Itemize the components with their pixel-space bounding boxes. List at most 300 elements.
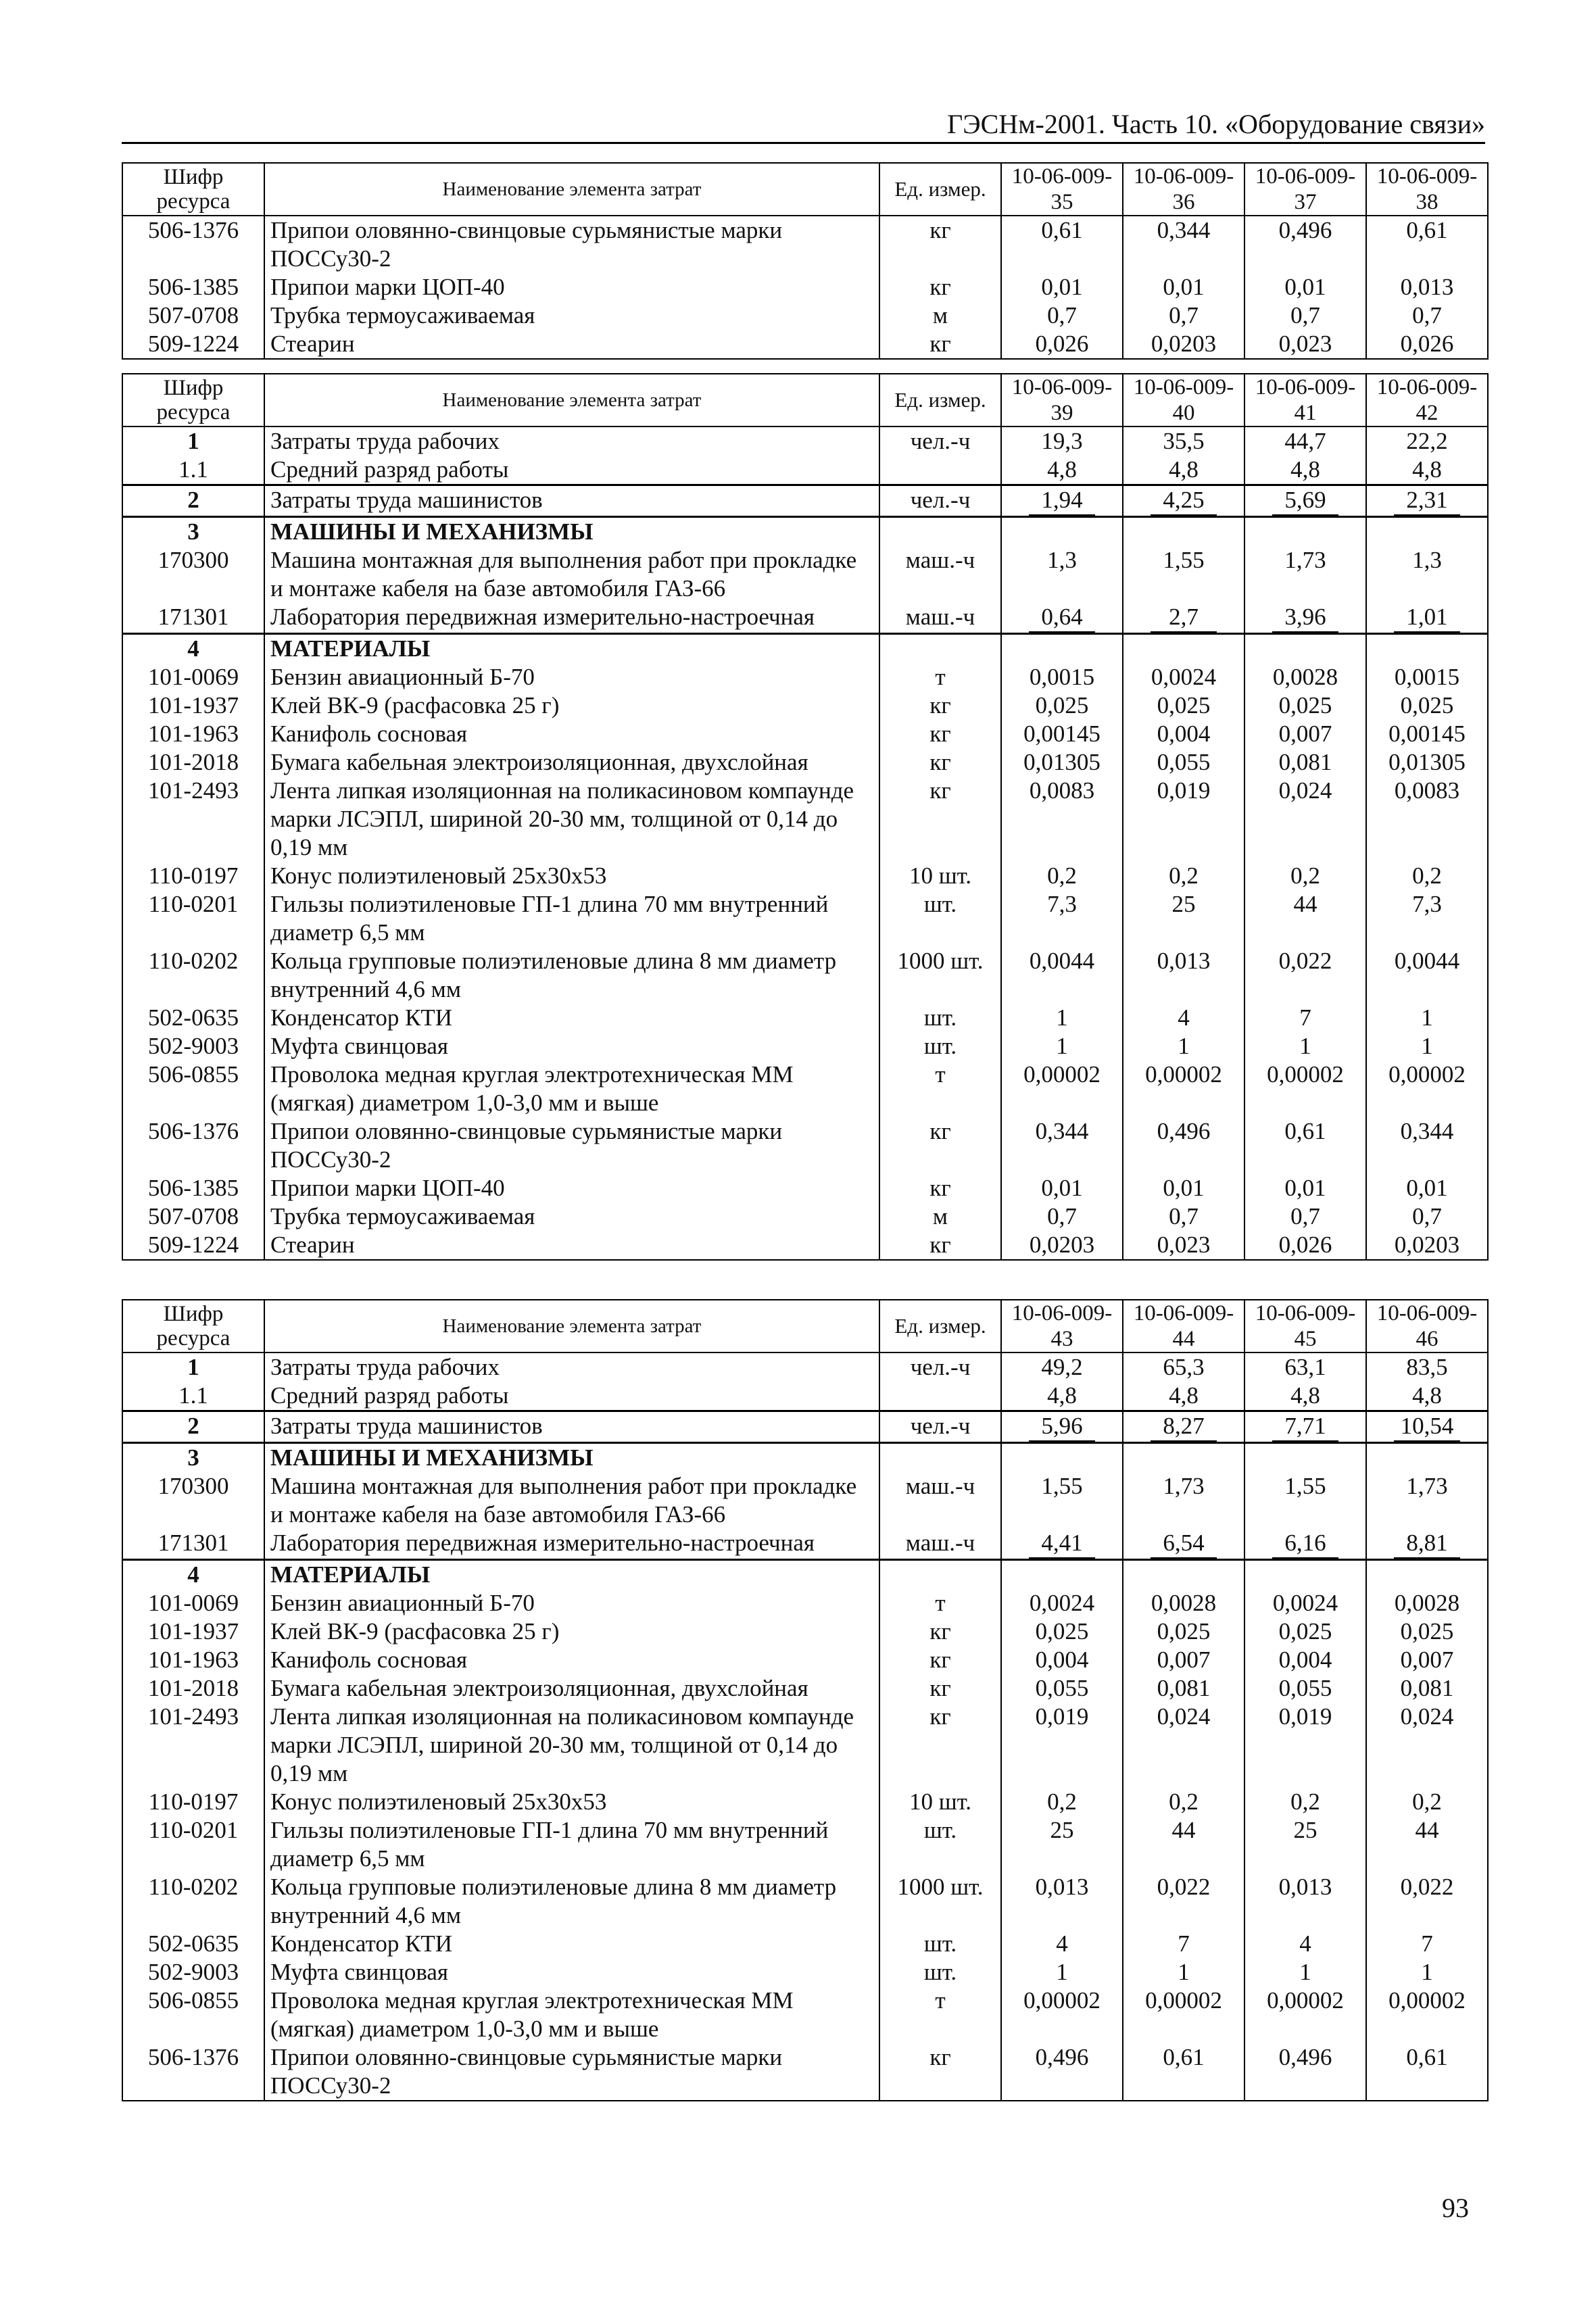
norm-value: 4,8 [1047, 1382, 1077, 1409]
norm-value-cell [1123, 603, 1244, 634]
norm-value: 0,022 [1278, 948, 1332, 974]
resource-name: Проволока медная круглая электротехническая ММ (мягкая) диаметром 1,0-3,0 мм и выше [264, 1061, 879, 1117]
norm-value-cell [1123, 1529, 1244, 1560]
resource-name: МАТЕРИАЛЫ [264, 1560, 879, 1590]
resource-code: 1 [122, 1353, 264, 1382]
unit-of-measure: шт. [879, 1930, 1001, 1958]
norm-value-cell [1123, 456, 1244, 485]
resource-code: 1 [122, 427, 264, 456]
norm-value-cell [1001, 273, 1123, 301]
norm-value: 25 [1171, 891, 1196, 917]
norm-value-cell [1366, 890, 1488, 947]
table-row [122, 546, 1488, 603]
resource-code: 1.1 [122, 1382, 264, 1411]
norm-value: 1,55 [1284, 1473, 1326, 1499]
column-header-norm: 10-06-009-37 [1244, 163, 1366, 216]
norm-value: 0,0024 [1272, 1590, 1338, 1616]
table-header-row [122, 163, 1488, 216]
norm-value-cell [1244, 1382, 1366, 1411]
norm-value-cell [1001, 1646, 1123, 1674]
norm-value: 0,2 [1047, 862, 1077, 889]
norm-value: 4,8 [1412, 1382, 1442, 1409]
norm-value-cell [1123, 1202, 1244, 1231]
norm-value-cell [1244, 216, 1366, 273]
norm-value-cell [1001, 1816, 1123, 1873]
norm-value-cell [1001, 1472, 1123, 1529]
norm-value: 0,00145 [1388, 721, 1466, 747]
table-row [122, 603, 1488, 634]
norm-value: 0,344 [1400, 1118, 1454, 1144]
table-row [122, 634, 1488, 664]
norm-value: 0,00002 [1023, 1987, 1101, 2014]
norm-value: 65,3 [1163, 1354, 1205, 1380]
resource-name: Канифоль сосновая [264, 720, 879, 748]
norm-value: 0,2 [1412, 1788, 1442, 1815]
norm-value-cell [1001, 691, 1123, 720]
norm-value-cell [1244, 1117, 1366, 1174]
table-row [122, 1382, 1488, 1411]
norm-value: 0,025 [1400, 692, 1454, 718]
resource-name: Гильзы полиэтиленовые ГП-1 длина 70 мм внутренний диаметр 6,5 мм [264, 890, 879, 947]
norm-value: 0,013 [1157, 948, 1211, 974]
norm-value-cell [1366, 1617, 1488, 1646]
norm-value-cell [1123, 1231, 1244, 1260]
resource-name: МАШИНЫ И МЕХАНИЗМЫ [264, 1443, 879, 1473]
unit-of-measure: кг [879, 748, 1001, 777]
resource-name: Припои марки ЦОП-40 [264, 1174, 879, 1202]
column-header-norm: 10-06-009-41 [1244, 374, 1366, 427]
norm-value-cell [1366, 1472, 1488, 1529]
norm-value-cell [1001, 546, 1123, 603]
norm-value-cell [1366, 634, 1488, 664]
norm-value: 0,0028 [1272, 664, 1338, 690]
norm-value-cell [1366, 1382, 1488, 1411]
norm-value: 0,7 [1412, 1203, 1442, 1229]
resource-code: 506-1385 [122, 273, 264, 301]
resource-name: Муфта свинцовая [264, 1958, 879, 1987]
column-header-norm: 10-06-009-40 [1123, 374, 1244, 427]
column-header-norm: 10-06-009-43 [1001, 1300, 1123, 1353]
norm-value: 4,8 [1169, 1382, 1199, 1409]
resource-code: 507-0708 [122, 301, 264, 330]
resource-code: 101-1937 [122, 691, 264, 720]
resource-name: Муфта свинцовая [264, 1032, 879, 1061]
norm-value-cell [1001, 1589, 1123, 1617]
unit-of-measure: кг [879, 330, 1001, 359]
norm-value: 4,8 [1412, 456, 1442, 483]
norm-value-cell [1366, 663, 1488, 691]
column-header-norm: 10-06-009-36 [1123, 163, 1244, 216]
resource-code: 4 [122, 634, 264, 664]
resource-code: 502-0635 [122, 1004, 264, 1032]
norm-value: 0,01 [1163, 1175, 1205, 1201]
norm-value: 1 [1421, 1004, 1433, 1031]
table-row [122, 1958, 1488, 1987]
norm-value: 44 [1415, 1817, 1439, 1843]
norm-value-cell [1123, 1674, 1244, 1703]
table-row [122, 1004, 1488, 1032]
table-row [122, 330, 1488, 359]
norm-value: 0,026 [1278, 1232, 1332, 1258]
norm-value: 4 [1056, 1930, 1068, 1957]
unit-of-measure: кг [879, 691, 1001, 720]
resource-name: Конденсатор КТИ [264, 1930, 879, 1958]
unit-of-measure [879, 517, 1001, 547]
norm-value-cell [1001, 1174, 1123, 1202]
norm-value-cell [1244, 273, 1366, 301]
table-row [122, 2043, 1488, 2101]
resource-name: Лаборатория передвижная измерительно-настроечная [264, 603, 879, 634]
norm-value-cell [1366, 301, 1488, 330]
resource-code: 502-0635 [122, 1930, 264, 1958]
resource-code: 1.1 [122, 456, 264, 485]
norm-value-cell [1244, 1231, 1366, 1260]
resource-name: МАШИНЫ И МЕХАНИЗМЫ [264, 517, 879, 547]
unit-of-measure: кг [879, 273, 1001, 301]
column-header-name: Наименование элемента затрат [264, 1300, 879, 1353]
norm-value-cell [1244, 1703, 1366, 1788]
norm-value: 0,013 [1400, 274, 1454, 300]
norm-value-cell [1244, 1004, 1366, 1032]
table-row [122, 1788, 1488, 1816]
unit-of-measure: кг [879, 216, 1001, 273]
table-row [122, 947, 1488, 1004]
resource-name: Конденсатор КТИ [264, 1004, 879, 1032]
norm-value: 7,71 [1272, 1412, 1338, 1442]
norm-value-cell [1001, 1930, 1123, 1958]
norm-value: 25 [1293, 1817, 1317, 1843]
norm-value: 0,61 [1163, 2044, 1205, 2070]
resource-code: 171301 [122, 1529, 264, 1560]
column-header-unit: Ед. измер. [879, 374, 1001, 427]
norm-value: 1,73 [1406, 1473, 1448, 1499]
norm-value-cell [1244, 748, 1366, 777]
resource-name: Средний разряд работы [264, 1382, 879, 1411]
norm-value-cell [1001, 1061, 1123, 1117]
norm-value: 7 [1421, 1930, 1433, 1957]
norm-value: 0,004 [1035, 1647, 1089, 1673]
norm-value-cell [1123, 1703, 1244, 1788]
unit-of-measure: 10 шт. [879, 1788, 1001, 1816]
norm-value-cell [1001, 720, 1123, 748]
table-row [122, 1472, 1488, 1529]
resource-code: 2 [122, 485, 264, 517]
norm-value-cell [1001, 1703, 1123, 1788]
resource-code: 101-2018 [122, 748, 264, 777]
column-header-norm: 10-06-009-45 [1244, 1300, 1366, 1353]
norm-value-cell [1244, 1529, 1366, 1560]
norm-value-cell [1244, 691, 1366, 720]
resource-code: 110-0202 [122, 1873, 264, 1930]
unit-of-measure [879, 1443, 1001, 1473]
resource-code: 509-1224 [122, 330, 264, 359]
column-header-unit: Ед. измер. [879, 1300, 1001, 1353]
norm-value-cell [1366, 1589, 1488, 1617]
norm-value-cell [1123, 748, 1244, 777]
norm-value-cell [1366, 485, 1488, 517]
norm-value-cell [1366, 330, 1488, 359]
norm-value-cell [1123, 546, 1244, 603]
resource-code: 110-0197 [122, 862, 264, 890]
norm-value-cell [1366, 1703, 1488, 1788]
norm-value: 0,01 [1406, 1175, 1448, 1201]
norm-value-cell [1123, 427, 1244, 456]
norm-value-cell [1366, 1004, 1488, 1032]
norm-value-cell [1244, 603, 1366, 634]
norm-value-cell [1366, 1061, 1488, 1117]
table-row [122, 427, 1488, 456]
unit-of-measure: маш.-ч [879, 546, 1001, 603]
table-row [122, 456, 1488, 485]
norm-value: 0,0024 [1151, 664, 1217, 690]
resource-name: Припои оловянно-свинцовые сурьмянистые марки ПОССу30-2 [264, 216, 879, 273]
norm-value-cell [1366, 1032, 1488, 1061]
norm-value: 0,004 [1278, 1647, 1332, 1673]
norm-value-cell [1244, 1674, 1366, 1703]
norm-value: 0,496 [1035, 2044, 1089, 2070]
resource-code: 502-9003 [122, 1958, 264, 1987]
norm-value-cell [1366, 1231, 1488, 1260]
table-row [122, 1353, 1488, 1382]
resource-name: Машина монтажная для выполнения работ при прокладке и монтаже кабеля на базе автомобиля ГАЗ-66 [264, 1472, 879, 1529]
table-header-row [122, 374, 1488, 427]
norm-value: 3,96 [1272, 603, 1338, 633]
norm-value: 0,00145 [1023, 721, 1101, 747]
norm-value: 0,2 [1290, 862, 1320, 889]
norm-value: 0,007 [1157, 1647, 1211, 1673]
unit-of-measure: шт. [879, 890, 1001, 947]
norm-value-cell [1123, 1004, 1244, 1032]
norm-value: 2,7 [1151, 603, 1216, 633]
resource-code: 110-0201 [122, 1816, 264, 1873]
norm-value: 4 [1299, 1930, 1311, 1957]
norm-value: 0,344 [1035, 1118, 1089, 1144]
norm-value: 0,022 [1400, 1874, 1454, 1900]
resource-name: Конус полиэтиленовый 25х30х53 [264, 862, 879, 890]
norm-value: 19,3 [1041, 428, 1083, 454]
resource-code: 502-9003 [122, 1032, 264, 1061]
norm-value: 1,55 [1041, 1473, 1083, 1499]
norm-value-cell [1366, 1987, 1488, 2043]
norm-value: 0,007 [1278, 721, 1332, 747]
unit-of-measure: кг [879, 1646, 1001, 1674]
norm-value-cell [1366, 1353, 1488, 1382]
table-row [122, 1589, 1488, 1617]
norm-value-cell [1123, 1873, 1244, 1930]
unit-of-measure: маш.-ч [879, 1472, 1001, 1529]
column-header-name: Наименование элемента затрат [264, 163, 879, 216]
norm-value-cell [1366, 1411, 1488, 1443]
resource-table-3 [122, 1299, 1489, 2101]
norm-value: 83,5 [1406, 1354, 1448, 1380]
norm-value-cell [1123, 216, 1244, 273]
norm-value-cell [1366, 1674, 1488, 1703]
norm-value-cell [1366, 603, 1488, 634]
unit-of-measure [879, 1560, 1001, 1590]
unit-of-measure: маш.-ч [879, 603, 1001, 634]
norm-value: 0,0203 [1029, 1232, 1095, 1258]
norm-value: 2,31 [1394, 486, 1459, 516]
resource-code: 170300 [122, 546, 264, 603]
norm-value-cell [1366, 947, 1488, 1004]
norm-value-cell [1001, 1382, 1123, 1411]
norm-value: 10,54 [1394, 1412, 1459, 1442]
resource-code: 110-0202 [122, 947, 264, 1004]
norm-value: 0,64 [1029, 603, 1094, 633]
norm-value-cell [1244, 1987, 1366, 2043]
norm-value: 0,025 [1035, 692, 1089, 718]
norm-value-cell [1244, 663, 1366, 691]
unit-of-measure: шт. [879, 1004, 1001, 1032]
norm-value: 0,025 [1157, 1618, 1211, 1644]
norm-value-cell [1001, 216, 1123, 273]
resource-code: 3 [122, 517, 264, 547]
norm-value: 4 [1178, 1004, 1190, 1031]
norm-value-cell [1244, 2043, 1366, 2101]
norm-value: 1 [1299, 1033, 1311, 1059]
norm-value: 0,00002 [1145, 1061, 1222, 1088]
norm-value-cell [1244, 456, 1366, 485]
norm-value-cell [1244, 1174, 1366, 1202]
resource-code: 170300 [122, 1472, 264, 1529]
norm-value: 0,081 [1157, 1675, 1211, 1701]
norm-value-cell [1123, 1788, 1244, 1816]
norm-value-cell [1123, 485, 1244, 517]
norm-value-cell [1366, 1958, 1488, 1987]
table-row [122, 777, 1488, 862]
norm-value: 0,0083 [1394, 777, 1460, 804]
norm-value-cell [1366, 748, 1488, 777]
norm-value: 1,73 [1284, 547, 1326, 573]
norm-value-cell [1244, 427, 1366, 456]
norm-value: 0,024 [1278, 777, 1332, 804]
norm-value: 1,01 [1394, 603, 1459, 633]
norm-value: 0,019 [1278, 1703, 1332, 1730]
norm-value-cell [1244, 1411, 1366, 1443]
resource-name: Гильзы полиэтиленовые ГП-1 длина 70 мм внутренний диаметр 6,5 мм [264, 1816, 879, 1873]
table-row [122, 1117, 1488, 1174]
norm-value-cell [1366, 720, 1488, 748]
norm-value: 1,94 [1029, 486, 1094, 516]
norm-value-cell [1001, 947, 1123, 1004]
norm-value-cell [1123, 1987, 1244, 2043]
unit-of-measure: кг [879, 2043, 1001, 2101]
norm-value-cell [1244, 485, 1366, 517]
column-header-norm: 10-06-009-44 [1123, 1300, 1244, 1353]
norm-value-cell [1123, 1382, 1244, 1411]
norm-value-cell [1244, 720, 1366, 748]
norm-value: 0,01305 [1388, 749, 1466, 775]
unit-of-measure: чел.-ч [879, 1411, 1001, 1443]
norm-value-cell [1244, 634, 1366, 664]
resource-name: Конус полиэтиленовый 25х30х53 [264, 1788, 879, 1816]
norm-value: 0,00002 [1267, 1987, 1344, 2014]
norm-value-cell [1244, 1958, 1366, 1987]
norm-value: 0,00002 [1023, 1061, 1101, 1088]
norm-value: 0,019 [1035, 1703, 1089, 1730]
table-row [122, 301, 1488, 330]
norm-value: 0,0203 [1151, 331, 1217, 357]
norm-value-cell [1001, 634, 1123, 664]
resource-name: Припои оловянно-свинцовые сурьмянистые марки ПОССу30-2 [264, 2043, 879, 2101]
norm-value: 1,3 [1412, 547, 1442, 573]
norm-value-cell [1001, 1004, 1123, 1032]
norm-value: 7 [1178, 1930, 1190, 1957]
norm-value-cell [1123, 1061, 1244, 1117]
norm-value: 0,2 [1169, 1788, 1199, 1815]
norm-value: 44 [1171, 1817, 1196, 1843]
norm-value-cell [1244, 1930, 1366, 1958]
unit-of-measure: 1000 шт. [879, 1873, 1001, 1930]
norm-value: 8,81 [1394, 1529, 1459, 1559]
norm-value: 7,3 [1047, 891, 1077, 917]
norm-value-cell [1123, 330, 1244, 359]
resource-name: Трубка термоусаживаемая [264, 1202, 879, 1231]
norm-value: 0,7 [1412, 302, 1442, 328]
norm-value: 1 [1056, 1959, 1068, 1985]
norm-value-cell [1244, 1472, 1366, 1529]
norm-value-cell [1001, 1958, 1123, 1987]
resource-name: Стеарин [264, 330, 879, 359]
resource-name: Канифоль сосновая [264, 1646, 879, 1674]
norm-value-cell [1123, 947, 1244, 1004]
page-number: 93 [1442, 2193, 1469, 2223]
unit-of-measure: кг [879, 1703, 1001, 1788]
table-row [122, 1560, 1488, 1590]
norm-value-cell [1123, 1174, 1244, 1202]
table-row [122, 1930, 1488, 1958]
unit-of-measure: 10 шт. [879, 862, 1001, 890]
norm-value-cell [1123, 1617, 1244, 1646]
norm-value-cell [1123, 1560, 1244, 1590]
norm-value: 0,026 [1400, 331, 1454, 357]
norm-value: 0,004 [1157, 721, 1211, 747]
table-row [122, 1061, 1488, 1117]
norm-value: 0,055 [1278, 1675, 1332, 1701]
norm-value-cell [1123, 1353, 1244, 1382]
norm-value: 4,8 [1047, 456, 1077, 483]
unit-of-measure: т [879, 1987, 1001, 2043]
norm-value: 6,54 [1151, 1529, 1216, 1559]
norm-value: 0,022 [1157, 1874, 1211, 1900]
norm-value: 4,25 [1151, 486, 1216, 516]
norm-value-cell [1001, 1032, 1123, 1061]
norm-value: 0,01 [1284, 274, 1326, 300]
norm-value-cell [1244, 1202, 1366, 1231]
norm-value: 0,081 [1400, 1675, 1454, 1701]
norm-value: 0,496 [1278, 217, 1332, 243]
norm-value: 22,2 [1406, 428, 1448, 454]
norm-value-cell [1001, 1231, 1123, 1260]
norm-value: 0,01 [1163, 274, 1205, 300]
resource-name: Бумага кабельная электроизоляционная, двухслойная [264, 748, 879, 777]
norm-value-cell [1366, 456, 1488, 485]
norm-value: 0,0015 [1029, 664, 1095, 690]
norm-value: 0,496 [1157, 1118, 1211, 1144]
table-row [122, 1529, 1488, 1560]
norm-value-cell [1366, 2043, 1488, 2101]
table-row [122, 1617, 1488, 1646]
resource-code: 506-0855 [122, 1061, 264, 1117]
norm-value: 0,025 [1278, 692, 1332, 718]
unit-of-measure: м [879, 301, 1001, 330]
norm-value-cell [1366, 862, 1488, 890]
norm-value-cell [1366, 1788, 1488, 1816]
norm-value: 0,00002 [1267, 1061, 1344, 1088]
norm-value-cell [1366, 691, 1488, 720]
norm-value-cell [1001, 603, 1123, 634]
table-row [122, 1032, 1488, 1061]
